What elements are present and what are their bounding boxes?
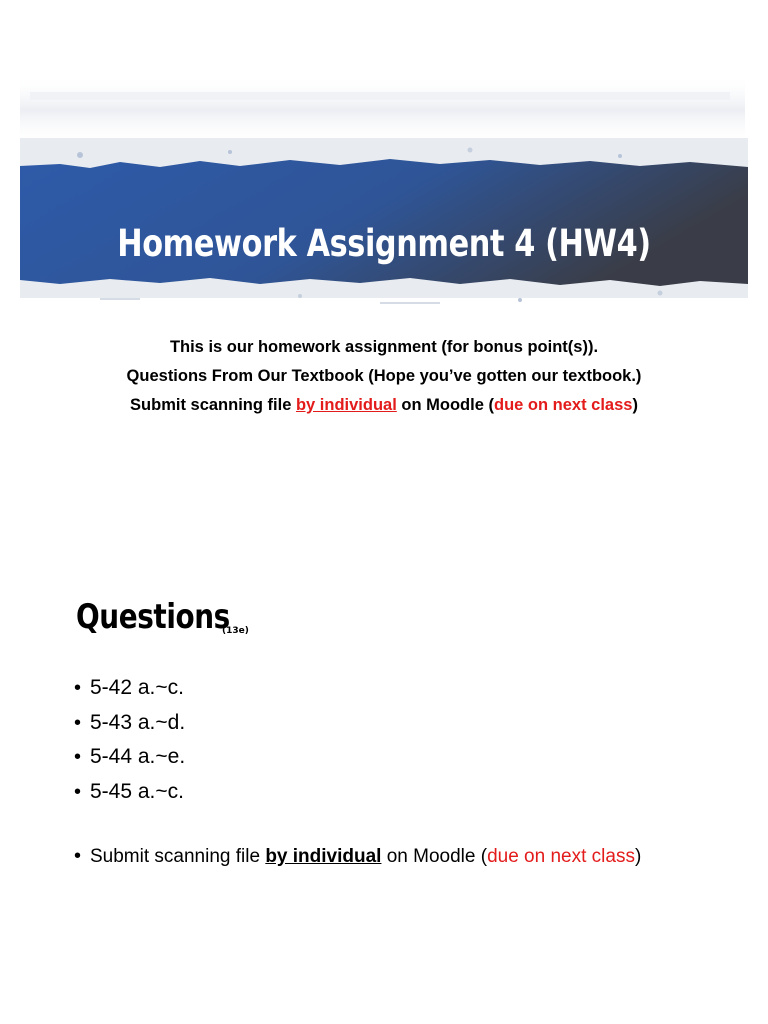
- intro-moodle-text: on Moodle (: [396, 396, 494, 414]
- slide-title: Homework Assignment 4 (HW4): [117, 222, 651, 265]
- due-date-text: due on next class: [493, 396, 633, 414]
- intro-submit-prefix: Submit scanning file: [130, 396, 296, 414]
- bullet-icon: •: [74, 780, 82, 803]
- question-text: 5-42 a.~c.: [90, 676, 184, 699]
- question-text: 5-44 a.~e.: [90, 745, 186, 768]
- by-individual-emphasis: by individual: [265, 846, 382, 867]
- bullet-icon: •: [74, 746, 82, 768]
- submit-prefix: Submit scanning file: [90, 846, 266, 867]
- brush-stroke-banner: [0, 60, 768, 330]
- submit-closing-paren: ): [634, 846, 642, 867]
- submit-moodle-text: on Moodle (: [381, 846, 488, 867]
- intro-line-1: This is our homework assignment (for bonus point(s)).: [169, 338, 599, 356]
- question-item: [74, 706, 185, 741]
- title-banner: [0, 60, 768, 330]
- submit-instruction: [74, 843, 641, 870]
- edition-label: (13e): [222, 626, 249, 636]
- question-item: [74, 671, 185, 706]
- intro-text: [0, 333, 768, 420]
- question-text: 5-43 a.~d.: [90, 710, 186, 734]
- intro-line-2: Questions From Our Textbook (Hope you’ve gotten our textbook.): [126, 367, 642, 385]
- question-text: 5-45 a.~c.: [90, 779, 184, 803]
- bullet-icon: •: [74, 845, 82, 867]
- questions-heading-block: [76, 597, 264, 637]
- due-date-text: due on next class: [487, 846, 635, 867]
- intro-line-3: [0, 391, 768, 420]
- questions-heading: Questions: [76, 597, 230, 637]
- question-item: [74, 775, 185, 810]
- by-individual-emphasis: by individual: [295, 396, 397, 414]
- question-item: [74, 740, 185, 775]
- bullet-icon: •: [74, 677, 82, 699]
- question-list: [74, 671, 185, 809]
- intro-closing-paren: ): [632, 396, 638, 414]
- bullet-icon: •: [74, 711, 82, 734]
